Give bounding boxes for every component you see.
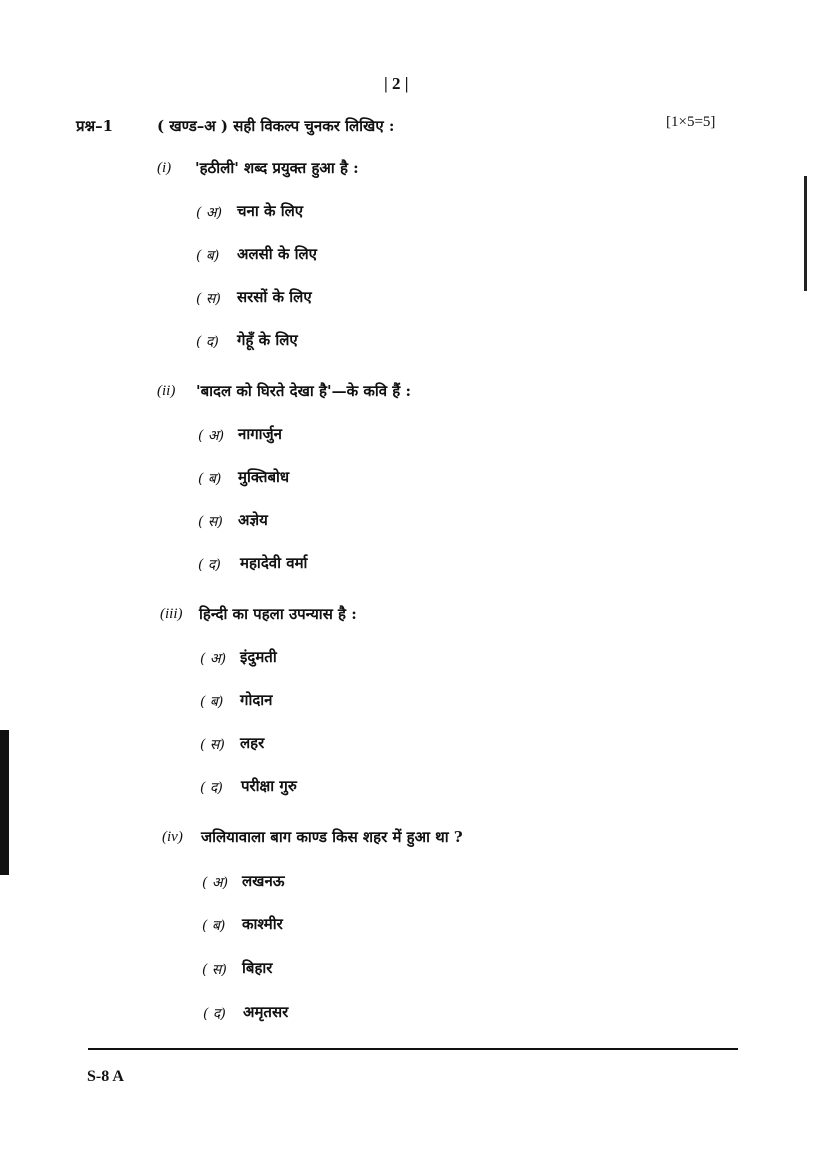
- option-text: गेहूँ के लिए: [237, 331, 298, 349]
- question-text: 'हठीली' शब्द प्रयुक्त हुआ है :: [195, 159, 359, 177]
- question-number: (i): [157, 160, 172, 176]
- scan-edge-mark: [804, 176, 807, 291]
- scan-edge-mark: [0, 730, 9, 875]
- page-number: | 2 |: [384, 74, 409, 93]
- option-label: ( स): [198, 514, 223, 530]
- option-label: ( ब): [198, 471, 222, 487]
- paper-code: S-8 A: [87, 1068, 124, 1085]
- option-label: ( द): [200, 780, 223, 796]
- option-text: बिहार: [242, 959, 273, 977]
- marks-allocation: [1×5=5]: [666, 114, 716, 130]
- option-label: ( ब): [196, 248, 220, 264]
- question-number: (iii): [160, 606, 183, 622]
- option-label: ( स): [196, 291, 221, 307]
- option-label: ( ब): [202, 918, 226, 934]
- option-text: अलसी के लिए: [237, 245, 317, 263]
- option-label: ( द): [203, 1006, 226, 1022]
- question-label: प्रश्न–1: [76, 117, 114, 135]
- option-label: ( स): [202, 962, 227, 978]
- option-text: नागार्जुन: [238, 425, 282, 443]
- option-text: अज्ञेय: [238, 511, 268, 529]
- option-label: ( अ): [202, 875, 229, 891]
- option-text: लहर: [240, 734, 265, 752]
- option-label: ( द): [196, 334, 219, 350]
- question-number: (ii): [157, 383, 176, 399]
- option-text: काश्मीर: [242, 915, 283, 933]
- option-label: ( अ): [198, 428, 225, 444]
- question-text: 'बादल को घिरते देखा है'—के कवि हैं :: [196, 382, 412, 400]
- question-text: जलियावाला बाग काण्ड किस शहर में हुआ था ?: [201, 828, 463, 846]
- option-text: लखनऊ: [242, 872, 285, 890]
- option-text: परीक्षा गुरु: [241, 777, 297, 795]
- question-number: (iv): [162, 829, 183, 845]
- option-label: ( स): [200, 737, 225, 753]
- option-text: मुक्तिबोध: [238, 468, 290, 486]
- option-text: इंदुमती: [240, 648, 277, 666]
- option-text: चना के लिए: [237, 202, 304, 220]
- option-label: ( ब): [200, 694, 224, 710]
- option-text: महादेवी वर्मा: [240, 554, 308, 572]
- option-label: ( द): [198, 557, 221, 573]
- option-text: गोदान: [240, 691, 273, 709]
- footer-rule: [88, 1048, 738, 1050]
- option-label: ( अ): [196, 205, 223, 221]
- option-text: अमृतसर: [243, 1003, 289, 1021]
- question-text: हिन्दी का पहला उपन्यास है :: [199, 605, 357, 623]
- option-text: सरसों के लिए: [237, 288, 312, 306]
- section-instruction: ( खण्ड–अ ) सही विकल्प चुनकर लिखिए :: [157, 117, 395, 135]
- option-label: ( अ): [200, 651, 227, 667]
